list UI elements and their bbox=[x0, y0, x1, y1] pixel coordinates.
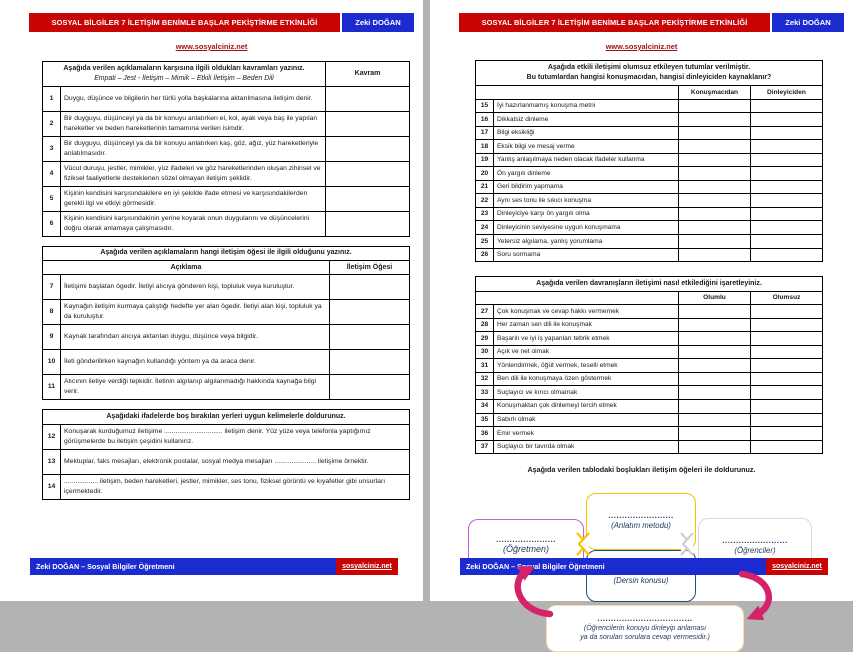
table-row bbox=[476, 235, 823, 249]
answer-cell[interactable] bbox=[678, 372, 750, 386]
negative-column-header: Olumsuz bbox=[750, 291, 822, 305]
row-text: Kişinin kendisini karşısındakilere en iyi şekilde ifade etmesi ve karşısındakilerden gerekli ilgi ve etkiyi görmesidir. bbox=[61, 186, 326, 211]
row-text: Geri bildirim yapmama bbox=[494, 180, 679, 194]
answer-cell[interactable] bbox=[678, 221, 750, 235]
footer-bar bbox=[30, 558, 398, 575]
table-row bbox=[43, 424, 410, 449]
row-text: İleti gönderilirken kaynağın kullandığı yöntem ya da araca denir. bbox=[61, 350, 330, 375]
row-text: Bir duyguyu, düşünceyi ya da bir konuyu anlatırken el, kol, ayak veya baş ile yapılan hareketler ve beden hareketlerinin tamamına verilen isimdir. bbox=[61, 111, 326, 136]
row-number: 35 bbox=[476, 413, 494, 427]
table-row bbox=[476, 221, 823, 235]
box-label: (Öğretmen) bbox=[502, 544, 549, 555]
answer-cell[interactable] bbox=[678, 345, 750, 359]
row-text: Suçlayıcı bir tavırda olmak bbox=[494, 440, 679, 454]
row-text: Sabırlı olmak bbox=[494, 413, 679, 427]
answer-cell[interactable] bbox=[678, 167, 750, 181]
row-text: Bilgi eksikliği bbox=[494, 126, 679, 140]
answer-cell[interactable] bbox=[678, 359, 750, 373]
footer-site-link[interactable]: sosyalciniz.net bbox=[336, 558, 398, 575]
answer-cell[interactable] bbox=[678, 386, 750, 400]
answer-column-header: İletişim Öğesi bbox=[329, 261, 409, 275]
website-link[interactable]: www.sosyalciniz.net bbox=[605, 42, 678, 51]
curved-arrow-icon bbox=[504, 564, 554, 620]
row-number: 2 bbox=[43, 111, 61, 136]
positive-column-header: Olumlu bbox=[678, 291, 750, 305]
table-instruction-line1: Aşağıda etkili iletişimi olumsuz etkileyen tutumlar verilmiştir. bbox=[547, 63, 751, 71]
table-row bbox=[476, 399, 823, 413]
answer-cell[interactable] bbox=[678, 153, 750, 167]
listener-column-header: Dinleyiciden bbox=[750, 86, 822, 100]
answer-cell[interactable] bbox=[678, 140, 750, 154]
table-row bbox=[43, 325, 410, 350]
table-instruction: Aşağıda verilen açıklamaların karşısına ilgili oldukları kavramları yazınız. bbox=[63, 64, 305, 72]
row-number: 33 bbox=[476, 386, 494, 400]
row-number: 32 bbox=[476, 372, 494, 386]
row-number: 18 bbox=[476, 140, 494, 154]
answer-cell[interactable] bbox=[329, 350, 409, 375]
page-title: SOSYAL BİLGİLER 7 İLETİŞİM BENİMLE BAŞLAR PEKİŞTİRME ETKİNLİĞİ bbox=[459, 13, 770, 32]
row-number: 36 bbox=[476, 427, 494, 441]
table-row bbox=[476, 413, 823, 427]
row-number: 11 bbox=[43, 375, 61, 400]
row-text: Konuşmaktan çok dinlemeyi tercih etmek bbox=[494, 399, 679, 413]
row-number: 31 bbox=[476, 359, 494, 373]
answer-cell[interactable] bbox=[326, 211, 410, 236]
answer-cell[interactable] bbox=[750, 386, 822, 400]
row-number: 6 bbox=[43, 211, 61, 236]
table-row bbox=[476, 305, 823, 319]
curved-arrow-icon bbox=[736, 568, 782, 620]
row-number: 10 bbox=[43, 350, 61, 375]
blank-line: ........................ bbox=[608, 511, 674, 521]
row-text: Yönlendirmek, öğüt vermek, teselli etmek bbox=[494, 359, 679, 373]
row-number: 13 bbox=[43, 449, 61, 474]
answer-cell[interactable] bbox=[678, 113, 750, 127]
table-row bbox=[43, 275, 410, 300]
elements-table bbox=[42, 246, 410, 401]
double-chevron-icon bbox=[677, 530, 697, 558]
table-instruction: Aşağıda verilen açıklamaların hangi iletişim öğesi ile ilgili olduğunu yazınız. bbox=[100, 249, 352, 256]
answer-cell[interactable] bbox=[750, 440, 822, 454]
answer-cell[interactable] bbox=[750, 167, 822, 181]
table-row bbox=[43, 111, 410, 136]
row-number: 21 bbox=[476, 180, 494, 194]
row-number: 22 bbox=[476, 194, 494, 208]
answer-column-header: Kavram bbox=[326, 62, 410, 87]
fill-blank-text[interactable]: Mektuplar, faks mesajları, elektronik postalar, sosyal medya mesajları ...................... iletişime örnektir. bbox=[61, 449, 410, 474]
table-row bbox=[43, 300, 410, 325]
table-row bbox=[43, 136, 410, 161]
answer-cell[interactable] bbox=[678, 440, 750, 454]
row-text: Suçlayıcı ve kırıcı olmamak bbox=[494, 386, 679, 400]
row-text: Dikkatsiz dinleme bbox=[494, 113, 679, 127]
row-text: Aynı ses tonu ile sıkıcı konuşma bbox=[494, 194, 679, 208]
fill-blank-text[interactable]: Konuşarak kurduğumuz iletişime ............................... iletişim denir. Yüz yüze veya telefonla yaptığımız görüşmelerde bu iletişim çeşidini kullanırız. bbox=[61, 424, 410, 449]
answer-cell[interactable] bbox=[750, 413, 822, 427]
answer-cell[interactable] bbox=[750, 305, 822, 319]
row-number: 19 bbox=[476, 153, 494, 167]
row-number: 23 bbox=[476, 207, 494, 221]
title-bar bbox=[459, 13, 844, 32]
website-link[interactable]: www.sosyalciniz.net bbox=[175, 42, 248, 51]
row-number: 14 bbox=[43, 474, 61, 499]
blank-line: ...................... bbox=[496, 534, 556, 544]
attitudes-table bbox=[475, 60, 823, 262]
description-column-header: Açıklama bbox=[43, 261, 330, 275]
table-row bbox=[476, 386, 823, 400]
row-number: 37 bbox=[476, 440, 494, 454]
row-number: 34 bbox=[476, 399, 494, 413]
blank-header-cell bbox=[476, 291, 679, 305]
table-header-row bbox=[43, 410, 410, 425]
table-row bbox=[476, 194, 823, 208]
double-chevron-icon bbox=[573, 530, 593, 558]
page-right bbox=[430, 0, 853, 642]
table-row bbox=[476, 427, 823, 441]
row-text: Açık ve net olmak bbox=[494, 345, 679, 359]
answer-cell[interactable] bbox=[678, 235, 750, 249]
table-row bbox=[43, 474, 410, 499]
answer-cell[interactable] bbox=[326, 161, 410, 186]
row-text: Alıcının iletiye verdiği tepkidir. İletinin algılanıp algılanmadığı hakkında kaynağa bilgi verir. bbox=[61, 375, 330, 400]
table-row bbox=[476, 99, 823, 113]
answer-cell[interactable] bbox=[326, 186, 410, 211]
row-text: Çok konuşmak ve cevap hakkı vermemek bbox=[494, 305, 679, 319]
answer-cell[interactable] bbox=[329, 275, 409, 300]
row-text: Ben dili ile konuşmaya özen göstermek bbox=[494, 372, 679, 386]
row-number: 16 bbox=[476, 113, 494, 127]
diagram-instruction: Aşağıda verilen tablodaki boşlukları iletişim öğeleri ile doldurunuz. bbox=[527, 465, 756, 475]
box-label-line2: ya da sorulan sorulara cevap vermesidir.) bbox=[580, 633, 710, 642]
row-number: 24 bbox=[476, 221, 494, 235]
footer-author: Zeki DOĞAN – Sosyal Bilgiler Öğretmeni bbox=[30, 558, 336, 575]
row-number: 17 bbox=[476, 126, 494, 140]
box-label-line1: (Öğrencilerin konuyu dinleyip anlaması bbox=[583, 624, 707, 633]
row-text: İletişimi başlatan ögedir. İletiyi alıcıya gönderen kişi, topluluk veya kuruluştur. bbox=[61, 275, 330, 300]
row-text: Dinleyicinin seviyesine uygun konuşmama bbox=[494, 221, 679, 235]
table-row bbox=[476, 167, 823, 181]
row-text: Her zaman sen dili ile konuşmak bbox=[494, 318, 679, 332]
answer-cell[interactable] bbox=[678, 305, 750, 319]
row-number: 30 bbox=[476, 345, 494, 359]
title-bar bbox=[29, 13, 414, 32]
table-header-row bbox=[43, 246, 410, 261]
table-row bbox=[476, 345, 823, 359]
row-number: 9 bbox=[43, 325, 61, 350]
answer-cell[interactable] bbox=[678, 99, 750, 113]
row-number: 3 bbox=[43, 136, 61, 161]
answer-cell[interactable] bbox=[329, 325, 409, 350]
answer-cell[interactable] bbox=[678, 194, 750, 208]
row-text: Yanlış anlaşılmaya neden olacak ifadeler kullanma bbox=[494, 153, 679, 167]
answer-cell[interactable] bbox=[678, 332, 750, 346]
answer-cell[interactable] bbox=[326, 136, 410, 161]
footer-author: Zeki DOĞAN – Sosyal Bilgiler Öğretmeni bbox=[460, 558, 766, 575]
row-text: Vücut duruşu, jestler, mimikler, yüz ifadeleri ve göz hareketlerinden oluşan zihinsel ve fiziksel faaliyetlerle desteklenen sözel olmayan iletişim şeklidir. bbox=[61, 161, 326, 186]
blank-header-cell bbox=[476, 86, 679, 100]
table-row bbox=[43, 86, 410, 111]
blank-line: ................................... bbox=[597, 614, 693, 624]
diagram-box-feedback[interactable] bbox=[546, 605, 744, 652]
row-text: Bir duyguyu, düşünceyi ya da bir konuyu anlatırken kaş, göz, ağız, yüz hareketleriyle anlatılmasıdır. bbox=[61, 136, 326, 161]
table-header-row bbox=[476, 61, 823, 86]
table-row bbox=[476, 180, 823, 194]
answer-cell[interactable] bbox=[750, 359, 822, 373]
row-text: Dinleyiciye karşı ön yargılı olma bbox=[494, 207, 679, 221]
table-row bbox=[476, 372, 823, 386]
row-number: 7 bbox=[43, 275, 61, 300]
box-label: (Anlatım metodu) bbox=[611, 521, 671, 531]
answer-cell[interactable] bbox=[750, 140, 822, 154]
row-number: 26 bbox=[476, 248, 494, 262]
row-text: Ön yargılı dinleme bbox=[494, 167, 679, 181]
row-number: 15 bbox=[476, 99, 494, 113]
table-row bbox=[43, 161, 410, 186]
answer-cell[interactable] bbox=[750, 153, 822, 167]
answer-cell[interactable] bbox=[750, 207, 822, 221]
table-header-row bbox=[476, 277, 823, 292]
answer-cell[interactable] bbox=[329, 300, 409, 325]
table-row bbox=[476, 359, 823, 373]
table-row bbox=[476, 248, 823, 262]
row-text: Eksik bilgi ve mesaj verme bbox=[494, 140, 679, 154]
row-text: Soru sormama bbox=[494, 248, 679, 262]
row-text: Kaynağın iletişim kurmaya çalıştığı hedefte yer alan ögedir. İletiyi alan kişi, topluluk ya da kuruluştur. bbox=[61, 300, 330, 325]
answer-cell[interactable] bbox=[329, 375, 409, 400]
speaker-column-header: Konuşmacıdan bbox=[678, 86, 750, 100]
row-text: Duygu, düşünce ve bilgilerin her türlü yolla başkalarına aktarılmasına iletişim denir. bbox=[61, 86, 326, 111]
behaviors-table bbox=[475, 276, 823, 454]
table-instruction: Aşağıda verilen davranışların iletişimi nasıl etkilediğini işaretleyiniz. bbox=[536, 279, 762, 287]
answer-cell[interactable] bbox=[750, 235, 822, 249]
row-number: 28 bbox=[476, 318, 494, 332]
answer-cell[interactable] bbox=[678, 207, 750, 221]
table-row bbox=[476, 113, 823, 127]
answer-cell[interactable] bbox=[750, 399, 822, 413]
answer-cell[interactable] bbox=[326, 111, 410, 136]
answer-cell[interactable] bbox=[678, 248, 750, 262]
row-number: 29 bbox=[476, 332, 494, 346]
author-badge: Zeki DOĞAN bbox=[772, 13, 844, 32]
answer-cell[interactable] bbox=[750, 194, 822, 208]
box-label: (Dersin konusu) bbox=[613, 575, 669, 585]
table-row bbox=[476, 140, 823, 154]
table-row bbox=[476, 126, 823, 140]
table-row bbox=[43, 375, 410, 400]
answer-cell[interactable] bbox=[678, 399, 750, 413]
answer-cell[interactable] bbox=[326, 86, 410, 111]
table-instruction: Aşağıdaki ifadelerde boş bırakılan yerleri uygun kelimelerle doldurunuz. bbox=[106, 412, 346, 420]
row-text: İyi hazırlanmamış konuşma metni bbox=[494, 99, 679, 113]
answer-cell[interactable] bbox=[750, 345, 822, 359]
answer-cell[interactable] bbox=[750, 372, 822, 386]
fill-blank-text[interactable]: .................. iletişim, beden hareketleri, jestler, mimikler, ses tonu, fiziksel görüntü ve kıyafetler gibi unsurları içermektedir. bbox=[61, 474, 410, 499]
page-left bbox=[0, 0, 423, 601]
row-number: 12 bbox=[43, 424, 61, 449]
row-number: 4 bbox=[43, 161, 61, 186]
answer-cell[interactable] bbox=[678, 318, 750, 332]
footer-site-link[interactable]: sosyalciniz.net bbox=[766, 558, 828, 575]
table-row bbox=[476, 318, 823, 332]
answer-cell[interactable] bbox=[750, 99, 822, 113]
page-title: SOSYAL BİLGİLER 7 İLETİŞİM BENİMLE BAŞLAR PEKİŞTİRME ETKİNLİĞİ bbox=[29, 13, 340, 32]
table-row bbox=[476, 207, 823, 221]
table-row bbox=[43, 350, 410, 375]
table-header-row bbox=[43, 62, 410, 87]
table-row bbox=[43, 449, 410, 474]
column-header-row bbox=[476, 291, 823, 305]
row-text: Başarılı ve iyi iş yapanları tebrik etmek bbox=[494, 332, 679, 346]
word-bank: Empati – Jest - İletişim – Mimik – Etkili İletişim – Beden Dili bbox=[94, 75, 274, 82]
answer-cell[interactable] bbox=[750, 248, 822, 262]
answer-cell[interactable] bbox=[678, 427, 750, 441]
row-text: Kaynak tarafından alıcıya aktarılan duygu, düşünce veya bilgidir. bbox=[61, 325, 330, 350]
row-number: 27 bbox=[476, 305, 494, 319]
answer-cell[interactable] bbox=[750, 221, 822, 235]
concepts-table bbox=[42, 61, 410, 237]
row-text: Kişinin kendisini karşısındakinin yerine koyarak onun duygularını ve düşüncelerini doğru olarak anlamaya çalışmasıdır. bbox=[61, 211, 326, 236]
author-badge: Zeki DOĞAN bbox=[342, 13, 414, 32]
table-instruction-line2: Bu tutumlardan hangisi konuşmacıdan, hangisi dinleyiciden kaynaklanır? bbox=[526, 74, 772, 81]
answer-cell[interactable] bbox=[750, 318, 822, 332]
blank-line: ........................ bbox=[722, 535, 788, 545]
row-number: 1 bbox=[43, 86, 61, 111]
answer-cell[interactable] bbox=[678, 413, 750, 427]
answer-cell[interactable] bbox=[750, 180, 822, 194]
row-number: 5 bbox=[43, 186, 61, 211]
answer-cell[interactable] bbox=[678, 126, 750, 140]
column-header-row bbox=[43, 261, 410, 275]
answer-cell[interactable] bbox=[750, 332, 822, 346]
fill-blanks-table bbox=[42, 409, 410, 500]
row-number: 8 bbox=[43, 300, 61, 325]
table-row bbox=[43, 186, 410, 211]
answer-cell[interactable] bbox=[750, 126, 822, 140]
box-label: (Öğrenciler) bbox=[734, 545, 776, 555]
column-header-row bbox=[476, 86, 823, 100]
row-number: 25 bbox=[476, 235, 494, 249]
answer-cell[interactable] bbox=[750, 427, 822, 441]
table-row bbox=[476, 332, 823, 346]
row-number: 20 bbox=[476, 167, 494, 181]
row-text: Yetersiz algılama, yanlış yorumlama bbox=[494, 235, 679, 249]
answer-cell[interactable] bbox=[678, 180, 750, 194]
table-row bbox=[476, 153, 823, 167]
table-row bbox=[43, 211, 410, 236]
table-row bbox=[476, 440, 823, 454]
answer-cell[interactable] bbox=[750, 113, 822, 127]
row-text: Emir vermek bbox=[494, 427, 679, 441]
